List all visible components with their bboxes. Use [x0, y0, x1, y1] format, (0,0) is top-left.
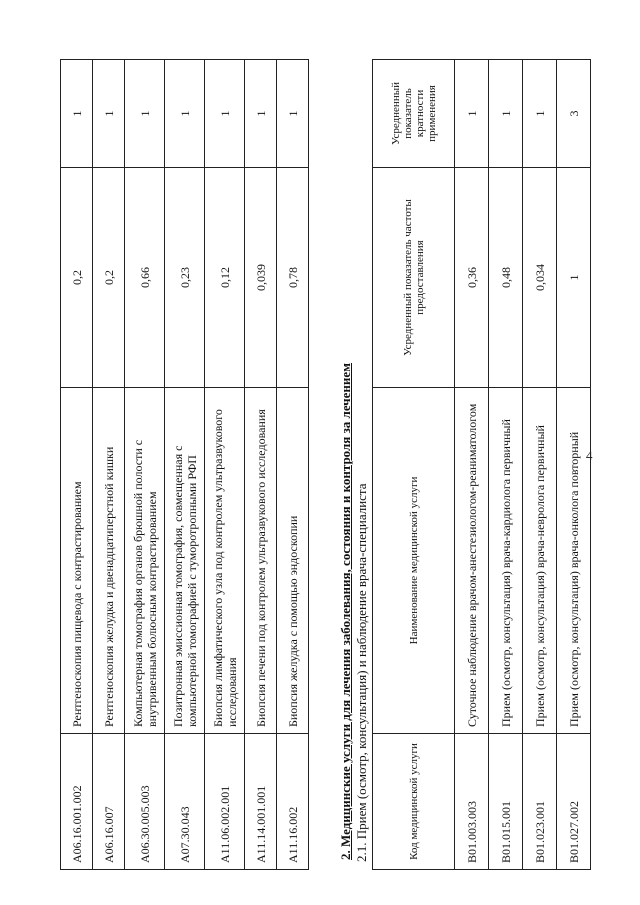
table-row	[489, 60, 523, 870]
multiplicity-value: 1	[523, 60, 557, 168]
multiplicity-value: 1	[205, 60, 245, 168]
table-row	[93, 60, 125, 870]
service-name: Биопсия печени под контролем ультразвукового исследования	[245, 388, 277, 734]
frequency-value: 0,2	[61, 168, 93, 388]
section-2-heading: 2. Медицинские услуги для лечения заболевания, состояния и контроля за лечением	[338, 362, 353, 860]
multiplicity-value: 3	[557, 60, 591, 168]
service-code: A06.16.001.002	[61, 734, 93, 870]
frequency-value: 0,36	[455, 168, 489, 388]
service-name: Прием (осмотр, консультация) врача-невролога первичный	[523, 388, 557, 734]
frequency-value: 0,034	[523, 168, 557, 388]
frequency-value: 0,48	[489, 168, 523, 388]
service-name: Биопсия лимфатического узла под контролем ультразвукового исследования	[205, 388, 245, 734]
service-name: Позитронная эмиссионная томография, совмещенная с компьютерной томографией с туморотропными РФП	[165, 388, 205, 734]
multiplicity-value: 1	[277, 60, 309, 168]
multiplicity-value: 1	[61, 60, 93, 168]
service-code: B01.023.001	[523, 734, 557, 870]
service-code: A11.16.002	[277, 734, 309, 870]
column-header-frequency: Усредненный показатель частоты предоставления	[373, 168, 455, 388]
multiplicity-value: 1	[455, 60, 489, 168]
service-code: B01.027.002	[557, 734, 591, 870]
table-row	[455, 60, 489, 870]
table-row	[245, 60, 277, 870]
multiplicity-value: 1	[165, 60, 205, 168]
frequency-value: 1	[557, 168, 591, 388]
table-row	[125, 60, 165, 870]
column-header-multiplicity: Усредненный показатель кратности применения	[373, 60, 455, 168]
service-name: Прием (осмотр, консультация) врача-кардиолога первичный	[489, 388, 523, 734]
service-code: A06.16.007	[93, 734, 125, 870]
service-code: A11.14.001.001	[245, 734, 277, 870]
frequency-value: 0,66	[125, 168, 165, 388]
table-row	[557, 60, 591, 870]
table-row	[61, 60, 93, 870]
frequency-value: 0,039	[245, 168, 277, 388]
multiplicity-value: 1	[489, 60, 523, 168]
service-code: A11.06.002.001	[205, 734, 245, 870]
multiplicity-value: 1	[93, 60, 125, 168]
service-code: B01.003.003	[455, 734, 489, 870]
frequency-value: 0,78	[277, 168, 309, 388]
service-name: Биопсия желудка с помощью эндоскопии	[277, 388, 309, 734]
rotated-page-content	[60, 60, 581, 870]
frequency-value: 0,23	[165, 168, 205, 388]
frequency-value: 0,2	[93, 168, 125, 388]
table-row	[523, 60, 557, 870]
service-name: Суточное наблюдение врачом-анестезиологом-реаниматологом	[455, 388, 489, 734]
section-2-1-heading: 2.1. Прием (осмотр, консультация) и наблюдение врача-специалиста	[354, 483, 369, 862]
services-table-diagnostics	[60, 59, 309, 870]
multiplicity-value: 1	[125, 60, 165, 168]
service-name: Рентгеноскопия желудка и двенадцатиперстной кишки	[93, 388, 125, 734]
column-header-code: Код медицинской услуги	[373, 734, 455, 870]
table-row	[165, 60, 205, 870]
table-row	[277, 60, 309, 870]
service-name: Компьютерная томография органов брюшной полости с внутривенным болюсным контрастированием	[125, 388, 165, 734]
services-table-specialists	[372, 59, 591, 870]
service-name: Прием (осмотр, консультация) врача-онколога повторный	[557, 388, 591, 734]
service-code: A07.30.043	[165, 734, 205, 870]
column-header-name: Наименование медицинской услуги	[373, 388, 455, 734]
service-name: Рентгеноскопия пищевода с контрастированием	[61, 388, 93, 734]
frequency-value: 0,12	[205, 168, 245, 388]
page-number: 4	[586, 448, 593, 463]
table-row	[205, 60, 245, 870]
multiplicity-value: 1	[245, 60, 277, 168]
table-header-row	[373, 60, 455, 870]
service-code: A06.30.005.003	[125, 734, 165, 870]
service-code: B01.015.001	[489, 734, 523, 870]
